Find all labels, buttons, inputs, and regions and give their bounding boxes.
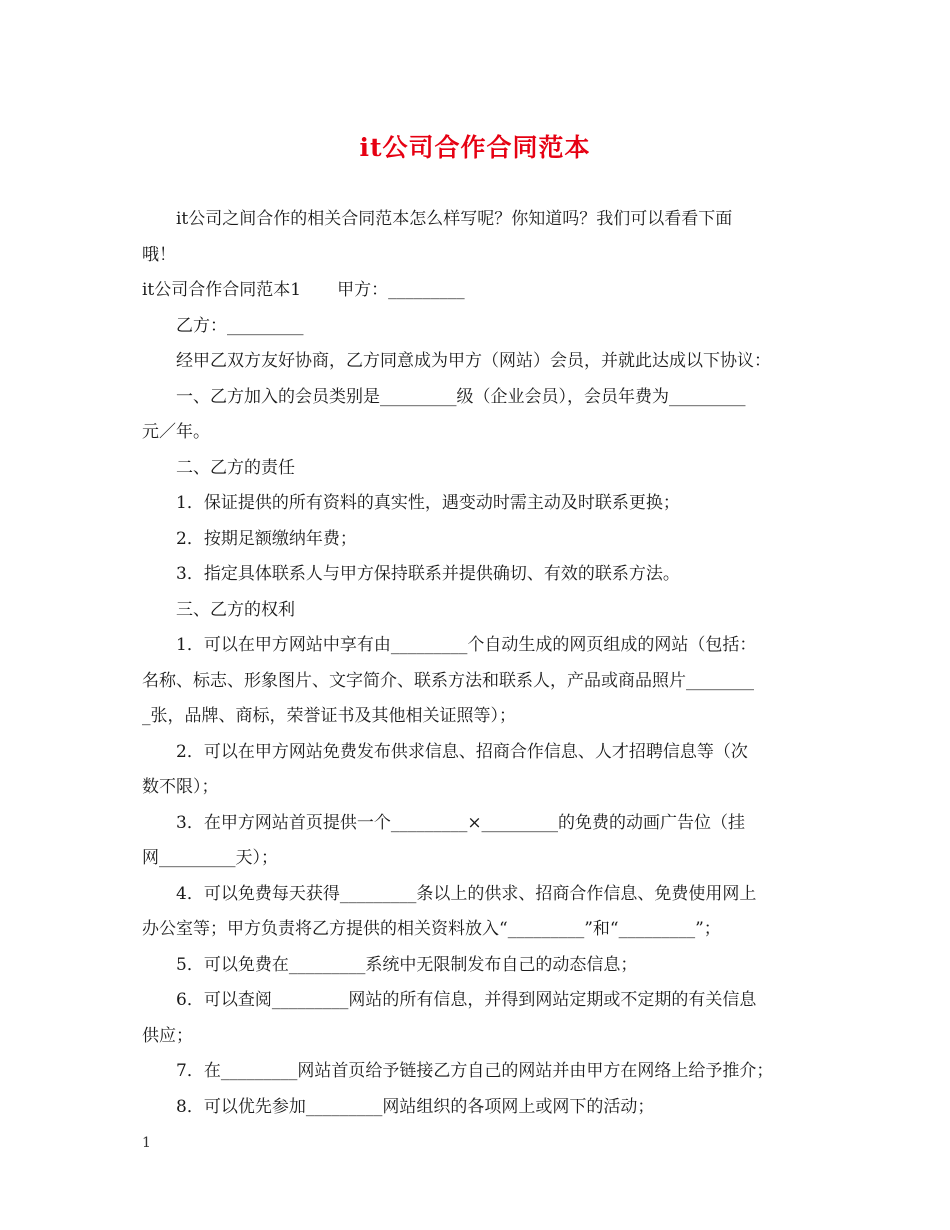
right-item-4-line-2: 办公室等；甲方负责将乙方提供的相关资料放入“_________”和“_________”；	[142, 919, 721, 939]
document-title: it公司合作合同范本	[359, 133, 591, 162]
right-item-6-line-2: 供应；	[142, 1025, 193, 1046]
right-item-3-line-2: 网_________天）；	[142, 848, 278, 868]
right-item-5: 5．可以免费在_________系统中无限制发布自己的动态信息；	[176, 954, 638, 975]
right-item-7: 7．在_________网站首页给予链接乙方自己的网站并由甲方在网络上给予推介；	[176, 1061, 774, 1081]
section-2-heading: 二、乙方的责任	[176, 457, 295, 478]
clause-1-line-2: 元／年。	[142, 422, 210, 442]
right-item-2-line-1: 2．可以在甲方网站免费发布供求信息、招商合作信息、人才招聘信息等（次	[176, 741, 748, 762]
right-item-8: 8．可以优先参加_________网站组织的各项网上或网下的活动；	[176, 1096, 655, 1117]
party-b-field: 乙方：_________	[176, 315, 304, 336]
intro-line-2: 哦！	[142, 244, 176, 265]
clause-1-line-1: 一、乙方加入的会员类别是_________级（企业会员），会员年费为_________	[176, 386, 746, 407]
intro-line-1: it公司之间合作的相关合同范本怎么样写呢？你知道吗？我们可以看看下面	[176, 209, 733, 229]
right-item-1-line-2: 名称、标志、形象图片、文字简介、联系方法和联系人，产品或商品照片________	[142, 670, 754, 691]
document-body	[142, 202, 812, 1125]
right-item-3-line-1: 3．在甲方网站首页提供一个_________×_________的免费的动画广告位（挂	[176, 812, 746, 833]
duty-item-1: 1．保证提供的所有资料的真实性，遇变动时需主动及时联系更换；	[176, 493, 680, 513]
duty-item-3: 3．指定具体联系人与甲方保持联系并提供确切、有效的联系方法。	[176, 564, 680, 584]
contract-subtitle: it公司合作合同范本1	[142, 280, 302, 300]
party-a-field: 甲方：_________	[337, 280, 465, 300]
right-item-4-line-1: 4．可以免费每天获得_________条以上的供求、招商合作信息、免费使用网上	[176, 883, 757, 904]
page-number: 1	[142, 1135, 151, 1151]
contract-heading-line	[142, 273, 812, 309]
section-3-heading: 三、乙方的权利	[176, 599, 295, 620]
right-item-1-line-1: 1．可以在甲方网站中享有由_________个自动生成的网页组成的网站（包括：	[176, 635, 757, 655]
agreement-preamble: 经甲乙双方友好协商，乙方同意成为甲方（网站）会员，并就此达成以下协议：	[176, 351, 771, 371]
right-item-6-line-1: 6．可以查阅_________网站的所有信息，并得到网站定期或不定期的有关信息	[176, 990, 757, 1010]
duty-item-2: 2．按期足额缴纳年费；	[176, 528, 357, 549]
right-item-2-line-2: 数不限）；	[142, 777, 219, 797]
right-item-1-line-3: _张，品牌、商标，荣誉证书及其他相关证照等）；	[142, 706, 516, 726]
